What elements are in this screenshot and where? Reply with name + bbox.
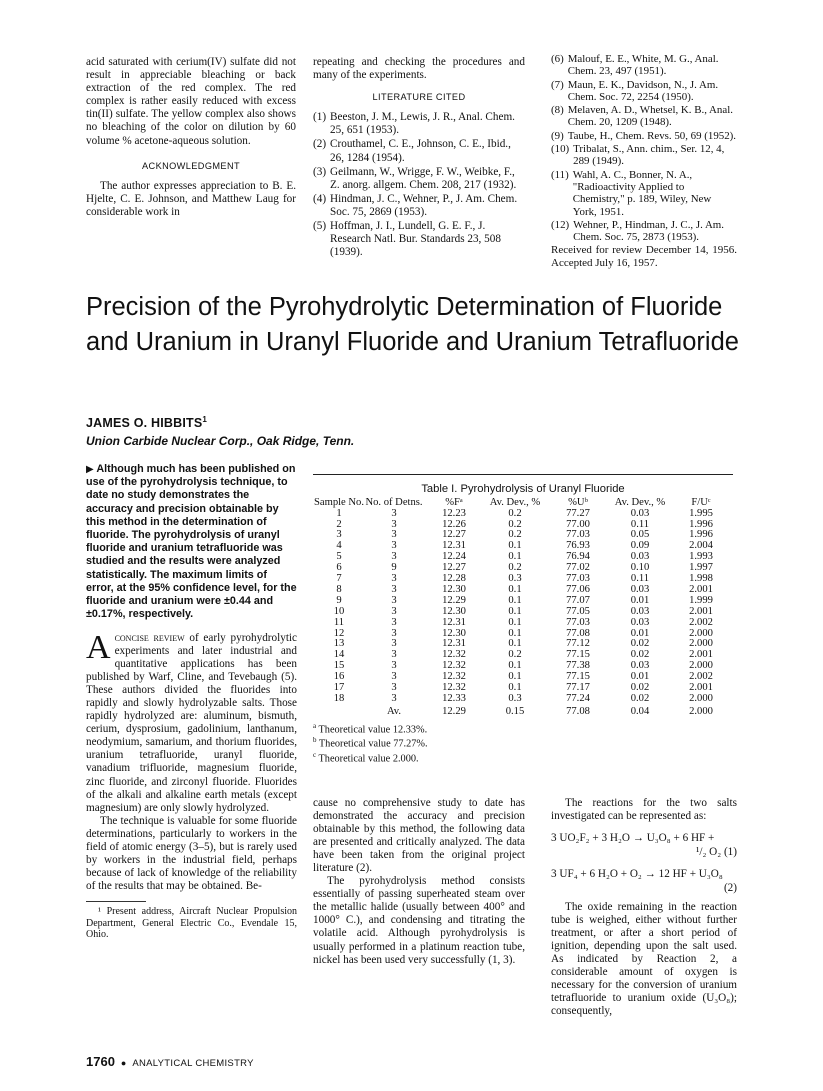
table-cell: 2.000 <box>689 627 713 639</box>
column-header: No. of Detns. <box>365 497 423 508</box>
intro-lead-in: concise review <box>114 632 185 644</box>
abstract <box>86 463 297 621</box>
table-cell: Av. <box>386 705 402 717</box>
table-title: Table I. Pyrohydrolysis of Uranyl Fluoride <box>421 483 625 495</box>
reference-item <box>551 219 737 244</box>
table-cell: 2.001 <box>689 583 713 595</box>
table-cell: 77.12 <box>566 638 590 650</box>
continued-paragraph-2: repeating and checking the procedures and many of the experiments. <box>313 56 525 82</box>
table-cell: 2.001 <box>689 649 713 661</box>
reference-number: (8) <box>551 104 564 117</box>
table-cell: 12.32 <box>442 682 466 694</box>
table-cell: 2 <box>336 518 342 530</box>
equation-1-line-2: ¹/₂ O₂ (1) <box>696 846 737 859</box>
table-cell: 0.15 <box>505 705 525 717</box>
reference-item <box>551 169 737 218</box>
top-column-3 <box>551 53 737 270</box>
top-column-2 <box>313 56 525 260</box>
reference-number: (6) <box>551 53 564 65</box>
table-cell: 77.08 <box>566 705 590 717</box>
table-cell: 0.1 <box>508 540 522 552</box>
table-cell: 1.995 <box>689 507 713 519</box>
table-row <box>313 639 733 650</box>
acknowledgment-heading: ACKNOWLEDGMENT <box>142 160 240 171</box>
table-cell: 3 <box>391 627 397 639</box>
reference-text: Hindman, J. C., Wehner, P., J. Am. Chem. Soc. 75, 2869 (1953). <box>330 192 518 218</box>
column-header: Av. Dev., % <box>489 497 541 508</box>
article-title: Precision of the Pyrohydrolytic Determination of Fluoride and Uranium in Uranyl Fluoride and Uranium Tetrafluoride <box>86 293 739 356</box>
column-header: %Uᵇ <box>568 497 588 508</box>
table-cell: 0.02 <box>630 682 650 694</box>
reference-item <box>313 220 525 259</box>
table-cell: 12 <box>333 627 345 639</box>
table-cell: 10 <box>333 605 345 617</box>
table-cell: 2.001 <box>689 605 713 617</box>
table-cell: 2.000 <box>689 705 713 717</box>
table-cell: 12.30 <box>442 605 466 617</box>
intro-text: of early pyrohydrolytic experiments and later industrial and quantitative applications has been published by Warf, Cline, and Tevebaugh (5). These authors divided the fluorides into rapidly and slowly hydrolyzable salts. Those rapidly hydrolyzed are: aluminum, bismuth, cerium, dysprosium, gadolinium, lanthanum, neodymium, samarium, and thorium fluorides, uranium tetrafluoride, uranyl fluoride, vanadium trifluoride, magnesium fluoride, zinc fluoride, and zirconyl fluoride. Fluorides of the alkali and alkaline earth metals (except magnesium) are only slowly hydrolyzed. <box>86 632 297 814</box>
table-cell: 1 <box>336 507 342 519</box>
table-cell: 5 <box>336 551 342 563</box>
table-cell: 12.29 <box>442 594 466 606</box>
table-cell: 11 <box>333 616 345 628</box>
reference-text: Beeston, J. M., Lewis, J. R., Anal. Chem. 25, 651 (1953). <box>330 111 515 137</box>
abstract-marker: ▶ <box>86 464 94 475</box>
table-cell: 0.2 <box>508 649 522 661</box>
table-cell: 0.01 <box>630 627 650 639</box>
equation-2-line-2: (2) <box>723 882 737 895</box>
table-cell: 0.3 <box>508 573 522 585</box>
table-cell: 12.32 <box>442 671 466 683</box>
table-cell: 0.03 <box>630 583 650 595</box>
table-cell: 9 <box>336 594 342 606</box>
column-header: Sample No. <box>313 497 365 508</box>
table-cell: 77.15 <box>566 649 590 661</box>
table-cell: 0.02 <box>630 649 650 661</box>
reference-list-1 <box>313 111 525 259</box>
reference-text: Wehner, P., Hindman, J. C., J. Am. Chem. Soc. 75, 2873 (1953). <box>573 218 725 244</box>
reference-text: Crouthamel, C. E., Johnson, C. E., Ibid., 26, 1284 (1954). <box>330 138 511 164</box>
table-cell: 77.17 <box>566 682 590 694</box>
acknowledgment-text: The author expresses appreciation to B. E. Hjelte, C. E. Johnson, and Matthew Laug for considerable work in <box>86 179 296 218</box>
reference-item <box>313 138 525 164</box>
table-cell: 9 <box>391 562 397 574</box>
table-cell: 3 <box>391 551 397 563</box>
table-row <box>313 672 733 683</box>
note-mark: c <box>313 750 317 759</box>
table-cell: 0.1 <box>508 638 522 650</box>
table-cell: 6 <box>336 562 342 574</box>
author-affiliation: Union Carbide Nuclear Corp., Oak Ridge, Tenn. <box>86 434 355 448</box>
reference-text: Taube, H., Chem. Revs. 50, 69 (1952). <box>567 129 737 142</box>
page-footer <box>86 1053 254 1071</box>
reference-number: (12) <box>551 218 570 231</box>
table-average-row <box>313 705 733 718</box>
reference-item <box>313 193 525 219</box>
reference-number: (3) <box>313 165 327 178</box>
author-footnote-mark: 1 <box>202 415 208 424</box>
table-cell: 12.28 <box>442 573 466 585</box>
reference-text: Wahl, A. C., Bonner, N. A., "Radioactivity Applied to Chemistry," p. 189, Wiley, New York, 1951. <box>572 168 712 218</box>
reference-number: (5) <box>313 220 327 233</box>
body-column-1 <box>86 629 297 941</box>
table-cell: 1.998 <box>689 573 713 585</box>
table-1 <box>313 474 733 764</box>
table-note <box>313 750 733 764</box>
table-cell: 12.31 <box>442 616 466 628</box>
table-cell: 0.11 <box>630 573 650 585</box>
table-cell: 2.001 <box>689 682 713 694</box>
table-cell: 12.24 <box>442 551 466 563</box>
table-cell: 1.999 <box>689 594 713 606</box>
reference-item <box>551 143 737 168</box>
table-cell: 3 <box>391 583 397 595</box>
body-paragraph: The technique is valuable for some fluoride determinations, particularly to workers in the field of atomic energy (3–5), but is rarely used by workers in the industrial field, perhaps because of lack of knowledge of the reliability of the results that may be obtained. Be- <box>86 814 297 892</box>
table-cell: 77.38 <box>566 660 590 672</box>
table-cell: 2.000 <box>689 660 713 672</box>
table-cell: 14 <box>333 649 345 661</box>
table-cell: 0.1 <box>508 627 522 639</box>
reference-item <box>313 111 525 137</box>
table-cell: 0.05 <box>630 529 650 541</box>
column-header: Av. Dev., % <box>614 497 666 508</box>
table-cell: 1.993 <box>689 551 713 563</box>
reference-item <box>551 130 737 142</box>
reference-number: (4) <box>313 192 327 205</box>
table-cell: 3 <box>391 638 397 650</box>
table-cell: 0.01 <box>630 671 650 683</box>
table-row <box>313 585 733 596</box>
table-cell: 3 <box>391 693 397 704</box>
table-cell: 1.996 <box>689 518 713 530</box>
note-mark: a <box>313 721 317 730</box>
table-header-row <box>313 498 733 509</box>
table-row <box>313 552 733 563</box>
table-cell: 0.10 <box>630 562 650 574</box>
table-cell: 0.2 <box>508 562 522 574</box>
table-cell: 12.30 <box>442 627 466 639</box>
reference-number: (1) <box>313 111 327 124</box>
table-cell: 12.32 <box>442 649 466 661</box>
table-cell: 3 <box>391 540 397 552</box>
literature-cited-heading: LITERATURE CITED <box>372 92 466 103</box>
table-cell: 77.07 <box>566 594 590 606</box>
table-cell: 77.15 <box>566 671 590 683</box>
note-mark: b <box>313 736 317 745</box>
table-cell <box>313 705 365 718</box>
table-cell: 77.03 <box>566 529 590 541</box>
table-cell: 0.1 <box>508 551 522 563</box>
footnote-rule <box>86 901 146 902</box>
reference-text: Melaven, A. D., Whetsel, K. B., Anal. Chem. 20, 1209 (1948). <box>567 104 733 129</box>
journal-name: ANALYTICAL CHEMISTRY <box>132 1058 254 1069</box>
table-cell: 2.000 <box>689 638 713 650</box>
table-cell: 0.1 <box>508 583 522 595</box>
table-cell: 76.93 <box>566 540 590 552</box>
table-cell: 0.04 <box>630 705 650 717</box>
table-cell: 3 <box>391 518 397 530</box>
table-cell: 0.1 <box>508 682 522 694</box>
table-row <box>313 683 733 694</box>
reference-list-2 <box>551 53 737 243</box>
table-cell: 3 <box>391 594 397 606</box>
table-cell: 3 <box>391 507 397 519</box>
table-cell: 0.02 <box>630 638 650 650</box>
table-cell: 2.000 <box>689 693 713 704</box>
table-cell: 12.31 <box>442 638 466 650</box>
author-name: JAMES O. HIBBITS <box>86 416 203 431</box>
table-cell: 12.23 <box>442 507 466 519</box>
body-paragraph: The oxide remaining in the reaction tube is weighed, either without further treatment, or after a short period of ignition, depending upon the salt used. As indicated by Reaction 2, a considerable amount of oxygen is necessary for the conversion of uranium tetrafluoride to uranium oxide (U₃O₈); consequently, <box>551 901 737 1018</box>
table-row <box>313 530 733 541</box>
table-cell: 0.03 <box>630 660 650 672</box>
table-cell: 0.1 <box>508 605 522 617</box>
table-cell: 7 <box>336 573 342 585</box>
table-cell: 77.02 <box>566 562 590 574</box>
table-cell: 0.01 <box>630 594 650 606</box>
table-cell: 3 <box>391 671 397 683</box>
reference-text: Tribalat, S., Ann. chim., Ser. 12, 4, 289 (1949). <box>573 143 725 168</box>
table-cell: 17 <box>333 682 345 694</box>
table-cell: 0.03 <box>630 605 650 617</box>
received-date: Received for review December 14, 1956. Accepted July 16, 1957. <box>551 244 737 270</box>
equation-1-line-1: 3 UO₂F₂ + 3 H₂O → U₃O₈ + 6 HF + <box>551 832 715 845</box>
top-column-1 <box>86 56 296 219</box>
table-cell: 2.002 <box>689 671 713 683</box>
table-cell: 12.27 <box>442 529 466 541</box>
reference-item <box>551 53 737 78</box>
table-row <box>313 694 733 705</box>
body-paragraph: cause no comprehensive study to date has demonstrated the accuracy and precision obtainable by this method, the following data are presented and critically analyzed. The data have been taken from the original project literature (2). <box>313 797 525 875</box>
table-cell: 77.08 <box>566 627 590 639</box>
table-cell: 1.996 <box>689 529 713 541</box>
note-text: Theoretical value 2.000. <box>318 753 419 765</box>
reference-item <box>313 166 525 192</box>
table-notes <box>313 721 733 764</box>
table-cell: 12.27 <box>442 562 466 574</box>
table-cell: 0.03 <box>630 507 650 519</box>
body-paragraph: The reactions for the two salts investigated can be represented as: <box>551 797 737 823</box>
continued-paragraph: acid saturated with cerium(IV) sulfate did not result in appreciable bleaching or back extraction of the red complex. The red complex is rather easily reduced with excess tin(II) sulfate. The yellow complex also shows no bleaching of the color on dilution by 60 volume % acetone-aqueous solution. <box>86 56 296 147</box>
table-cell: 2.002 <box>689 616 713 628</box>
table-cell: 8 <box>336 583 342 595</box>
table-row <box>313 629 733 640</box>
table-cell: 0.02 <box>630 693 650 704</box>
table-cell: 77.05 <box>566 605 590 617</box>
reference-text: Hoffman, J. I., Lundell, G. E. F., J. Research Natl. Bur. Standards 23, 508 (1939). <box>330 220 501 259</box>
table-cell: 77.27 <box>566 507 590 519</box>
table-cell: 2.004 <box>689 540 713 552</box>
reference-number: (2) <box>313 138 327 151</box>
reference-text: Malouf, E. E., White, M. G., Anal. Chem. 23, 497 (1951). <box>567 53 719 78</box>
table-top-rule <box>313 474 733 475</box>
column-header: F/Uᶜ <box>691 497 711 508</box>
table-cell: 1.997 <box>689 562 713 574</box>
equation-2-line-1: 3 UF₄ + 6 H₂O + O₂ → 12 HF + U₃O₈ <box>551 868 723 881</box>
table-rows <box>313 509 733 718</box>
table-cell: 77.03 <box>566 616 590 628</box>
table-row <box>313 574 733 585</box>
table-cell: 18 <box>333 693 345 704</box>
table-note <box>313 735 733 749</box>
body-paragraph: The pyrohydrolysis method consists essentially of passing superheated steam over the metallic halide (usually between 400° and 1000° C.), and condensing and titrating the volatile acid. Although pyrohydrolysis is usually performed in a platinum reaction tube, nickel has been used very successfully (1, 3). <box>313 875 525 966</box>
author-line <box>86 415 207 430</box>
reference-item <box>551 79 737 104</box>
table-row <box>313 563 733 574</box>
table-row <box>313 541 733 552</box>
table-cell: 0.3 <box>508 693 522 704</box>
page-number: 1760 <box>86 1054 115 1069</box>
body-column-3 <box>551 797 737 1019</box>
drop-cap: A <box>86 629 111 666</box>
intro-paragraph <box>86 629 297 815</box>
table-cell: 13 <box>333 638 345 650</box>
table-row <box>313 661 733 672</box>
reference-number: (11) <box>551 168 569 181</box>
table-cell: 0.09 <box>630 540 650 552</box>
reference-number: (7) <box>551 78 564 91</box>
abstract-text: Although much has been published on use of the pyrohydrolysis technique, to date no study demonstrates the accuracy and precision obtainable by this method in the determination of fluoride. The pyrohydrolysis of uranyl fluoride and uranium tetrafluoride was studied and the results were analyzed statistically. The maximum limits of error, at the 95% confidence level, for the fluoride and uranium were ±0.44 and ±0.17%, respectively. <box>86 463 297 621</box>
table-cell: 3 <box>336 529 342 541</box>
table-cell: 3 <box>391 649 397 661</box>
table-cell: 3 <box>391 616 397 628</box>
table-row <box>313 618 733 629</box>
table-cell: 0.11 <box>630 518 650 530</box>
table-note <box>313 721 733 735</box>
reference-number: (9) <box>551 129 564 142</box>
note-text: Theoretical value 12.33%. <box>318 724 428 736</box>
table-cell: 12.32 <box>442 660 466 672</box>
table-cell: 77.00 <box>566 518 590 530</box>
table-cell: 77.24 <box>566 693 590 704</box>
column-header: %Fᵃ <box>445 497 463 508</box>
table-cell: 0.2 <box>508 529 522 541</box>
equation-1 <box>551 831 737 859</box>
table-row <box>313 520 733 531</box>
table-cell: 0.1 <box>508 660 522 672</box>
reference-text: Geilmann, W., Wrigge, F. W., Weibke, F., Z. anorg. allgem. Chem. 208, 217 (1932). <box>330 165 517 191</box>
table-cell: 12.31 <box>442 540 466 552</box>
table-cell: 12.30 <box>442 583 466 595</box>
table-cell: 76.94 <box>566 551 590 563</box>
table-cell: 16 <box>333 671 345 683</box>
table-cell: 3 <box>391 529 397 541</box>
note-text: Theoretical value 77.27%. <box>318 738 428 750</box>
reference-number: (10) <box>551 143 570 156</box>
table-cell: 12.29 <box>442 705 466 717</box>
table-cell: 3 <box>391 660 397 672</box>
table-cell: 0.03 <box>630 616 650 628</box>
table-cell: 77.06 <box>566 583 590 595</box>
table-body <box>313 498 733 718</box>
table-row <box>313 509 733 520</box>
table-cell: 15 <box>333 660 345 672</box>
table-cell: 12.26 <box>442 518 466 530</box>
table-cell: 0.2 <box>508 518 522 530</box>
table-cell: 3 <box>391 605 397 617</box>
reference-item <box>551 104 737 129</box>
table-row <box>313 596 733 607</box>
table-cell: 77.03 <box>566 573 590 585</box>
table-cell: 3 <box>391 682 397 694</box>
table-cell: 12.33 <box>442 693 466 704</box>
author-footnote: ¹ Present address, Aircraft Nuclear Propulsion Department, General Electric Co., Evendale 15, Ohio. <box>86 905 297 941</box>
reference-text: Maun, E. K., Davidson, N., J. Am. Chem. Soc. 72, 2254 (1950). <box>567 78 719 103</box>
equation-2 <box>551 867 737 895</box>
table-cell: 4 <box>336 540 342 552</box>
table-row <box>313 607 733 618</box>
table-row <box>313 650 733 661</box>
table-cell: 0.03 <box>630 551 650 563</box>
footer-bullet-icon: ● <box>120 1058 127 1068</box>
table-cell: 0.1 <box>508 594 522 606</box>
table-cell: 0.1 <box>508 671 522 683</box>
table-cell: 3 <box>391 573 397 585</box>
body-column-2 <box>313 797 525 967</box>
table-cell: 0.1 <box>508 616 522 628</box>
table-cell: 0.2 <box>508 507 522 519</box>
